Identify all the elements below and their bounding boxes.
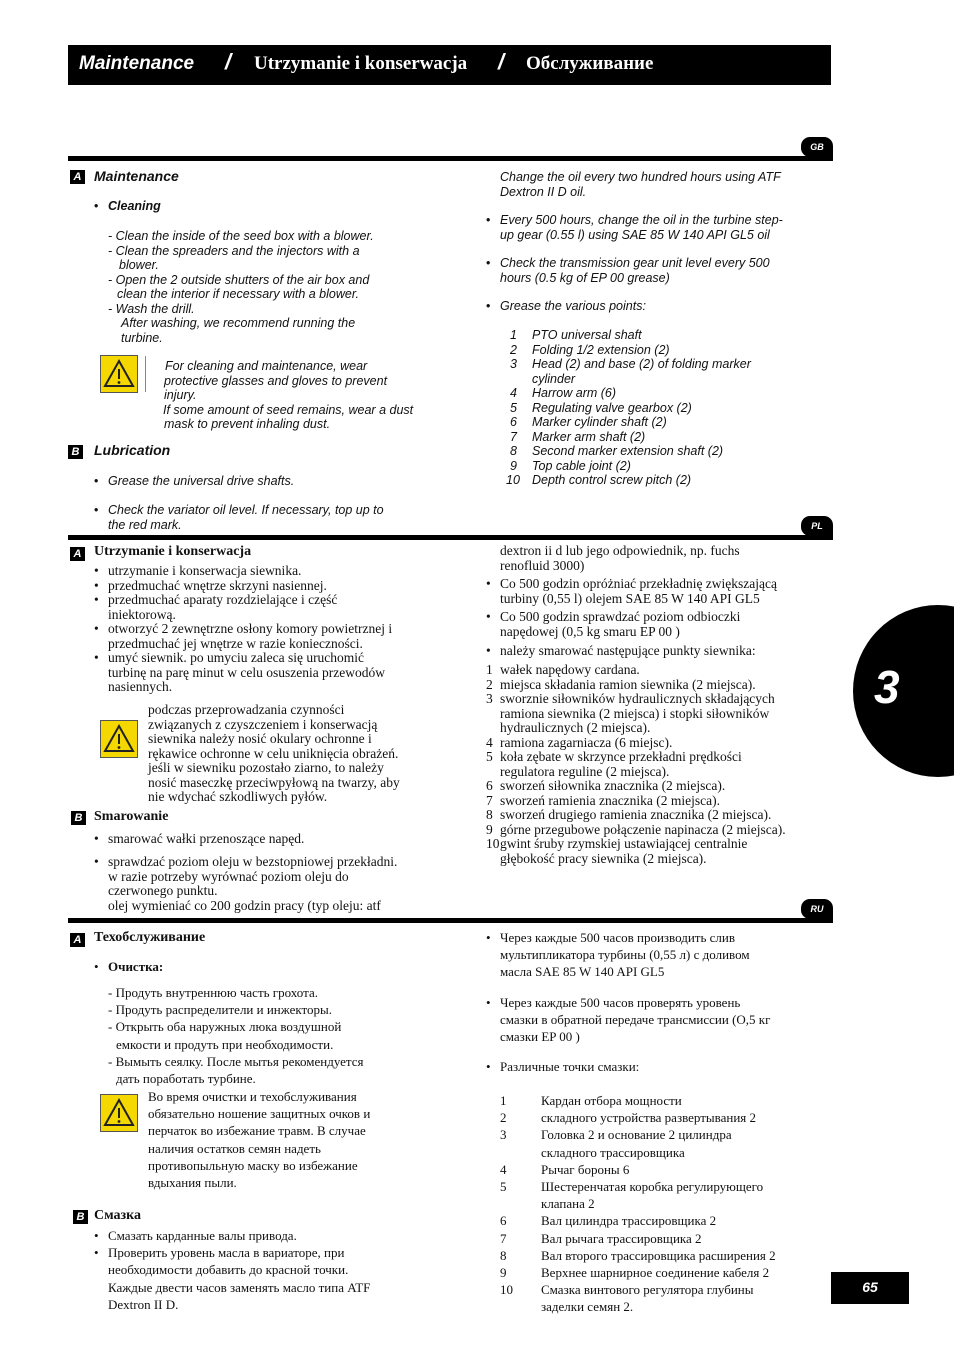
language-badge-ru: RU <box>801 899 833 919</box>
list-item <box>500 1212 776 1229</box>
text-line: емкости и продуть при необходимости. <box>116 1036 334 1052</box>
bullet: • <box>486 1059 491 1074</box>
text-line: Check the variator oil level. If necessary, top up to <box>108 503 384 517</box>
item-text: przedmuchać jej wnętrze w razie konieczności. <box>108 635 363 651</box>
warning-icon <box>100 1094 138 1132</box>
gb-warning-text <box>163 359 413 432</box>
item-text: sworzeń ramienia znacznika (2 miejsca). <box>500 792 721 808</box>
letter-box-a: A <box>70 170 85 184</box>
list-item <box>500 1161 776 1178</box>
item-number: 2 <box>486 676 493 692</box>
item-number: 1 <box>510 328 517 342</box>
ru-cleaning-heading: Очистка: <box>108 959 164 974</box>
list-item <box>94 1279 370 1296</box>
item-text: koła zębate w skrzynce przekładni prędkości <box>500 749 742 764</box>
list-item <box>500 401 751 416</box>
item-text: складного устройства развертывания 2 <box>541 1110 757 1126</box>
header-title-ru: Обслуживание <box>526 53 654 74</box>
ru-lub-list <box>94 1227 370 1313</box>
item-number: 10 <box>500 1282 513 1298</box>
bullet: • <box>486 995 491 1010</box>
ru-right-item <box>486 929 750 981</box>
text-line: rękawice ochronne w celu uniknięcia obrażeń. <box>148 745 399 761</box>
bullet: • <box>94 1245 99 1261</box>
item-number: 6 <box>486 778 493 793</box>
gb-right-item <box>500 213 783 242</box>
list-item <box>486 750 786 765</box>
item-number: 5 <box>510 400 517 415</box>
item-text: przedmuchać aparaty rozdzielające i część <box>108 592 338 607</box>
gb-lubrication-heading: Lubrication <box>94 442 171 458</box>
bullet: • <box>486 643 491 658</box>
gb-right-item <box>500 299 646 314</box>
item-text: utrzymanie i konserwacja siewnika. <box>108 563 302 578</box>
text-line: - Открыть оба наружных люка воздушной <box>108 1019 342 1035</box>
item-text: przedmuchać wnętrze skrzyni nasiennej. <box>108 577 327 593</box>
ru-right-item <box>486 994 770 1046</box>
letter-box-a: A <box>70 933 85 947</box>
item-text: Dextron II D. <box>108 1296 179 1312</box>
item-text: Вал рычага трассировщика 2 <box>541 1230 702 1246</box>
item-text: Смазка винтового регулятора глубины <box>541 1282 754 1298</box>
text-line: Во время очистки и техобслуживания <box>148 1089 357 1104</box>
section-rule-ru <box>68 918 833 923</box>
list-item <box>500 1230 776 1247</box>
text-line: clean the interior if necessary with a blower. <box>117 287 360 301</box>
text-line: podczas przeprowadzania czynności <box>148 702 345 717</box>
text-line: - Clean the inside of the seed box with a blower. <box>108 229 374 243</box>
item-text: czerwonego punktu. <box>108 883 218 898</box>
list-item <box>486 823 786 838</box>
list-item <box>500 357 751 372</box>
pl-lub-item <box>94 832 304 847</box>
item-number: 9 <box>500 1265 507 1281</box>
item-text: Regulating valve gearbox (2) <box>532 400 692 415</box>
text-line: związanych z czyszczeniem i konserwacją <box>148 716 378 732</box>
text-line: jeśli w siewniku pozostało ziarno, to należy <box>148 760 384 775</box>
list-item <box>500 1126 776 1143</box>
item-text: sworznie siłowników hydraulicznych składających <box>500 691 775 706</box>
bullet: • <box>486 609 491 624</box>
list-item <box>500 473 751 488</box>
item-text: Через каждые 500 часов производить слив <box>500 930 735 945</box>
warning-icon <box>100 355 138 393</box>
list-item <box>500 1195 776 1212</box>
item-text: sprawdzać poziom oleju w bezstopniowej przekładni. <box>108 854 398 869</box>
item-text: смазки в обратной передаче трансмиссии (О,5 кг <box>500 1012 771 1028</box>
list-item <box>94 608 392 623</box>
text-line: - Open the 2 outside shutters of the air box and <box>108 272 370 287</box>
item-text: sworzeń drugiego ramienia znacznika (2 miejsca). <box>500 807 772 822</box>
list-item <box>94 666 392 681</box>
list-item <box>486 678 786 693</box>
item-text: nasiennych. <box>108 679 173 694</box>
list-item <box>500 386 751 401</box>
header-separator: / <box>498 49 505 74</box>
item-text: Шестеренчатая коробка регулирующего <box>541 1179 764 1195</box>
item-number: 2 <box>500 1110 507 1126</box>
list-item <box>94 579 392 594</box>
list-item <box>486 663 786 678</box>
text-line: the red mark. <box>108 517 182 532</box>
text-line: Grease the various points: <box>500 299 646 313</box>
bullet: • <box>94 650 99 665</box>
ru-warning-text <box>148 1088 370 1191</box>
list-item <box>500 1298 776 1315</box>
list-item <box>486 779 786 794</box>
list-item <box>486 765 786 780</box>
text-line: - Продуть внутреннюю часть грохота. <box>108 985 318 1000</box>
text-line: If some amount of seed remains, wear a dust <box>163 402 414 417</box>
letter-box-b: B <box>73 1210 88 1224</box>
gb-lub-item <box>108 474 294 489</box>
item-text: Верхнее шарнирное соединение кабеля 2 <box>541 1265 770 1281</box>
item-text: мультипликатора турбины (0,55 л) с доливом <box>500 947 750 963</box>
text-line: Grease the universal drive shafts. <box>108 474 295 488</box>
item-text: cylinder <box>532 371 576 386</box>
text-line: Change the oil every two hundred hours using ATF <box>500 170 781 184</box>
item-number: 2 <box>510 342 517 357</box>
list-item <box>94 680 392 695</box>
item-number: 7 <box>500 1230 507 1246</box>
pl-grease-points-list <box>486 663 786 866</box>
item-text: miejsca składania ramion siewnika (2 miejsca). <box>500 676 756 692</box>
warning-icon <box>100 720 138 758</box>
pl-maintenance-heading: Utrzymanie i konserwacja <box>94 544 252 559</box>
list-item <box>500 1144 776 1161</box>
list-item <box>486 707 786 722</box>
bullet: • <box>486 256 491 270</box>
item-number: 3 <box>500 1127 507 1143</box>
gb-right-item <box>500 256 770 285</box>
ru-maintenance-heading: Техобслуживание <box>94 930 206 945</box>
text-line: - Продуть распределители и инжекторы. <box>108 1002 332 1018</box>
item-text: hydraulicznych (2 miejsca). <box>500 720 651 735</box>
item-text: Различные точки смазки: <box>500 1059 640 1074</box>
header-title-gb: Maintenance <box>79 53 195 74</box>
warning-triangle-icon <box>101 1095 137 1131</box>
list-item <box>500 1264 776 1281</box>
bullet: • <box>486 576 491 591</box>
bullet: • <box>94 563 99 578</box>
list-item <box>500 1247 776 1264</box>
item-text: umyć siewnik. po umyciu zaleca się uruchomić <box>108 650 365 665</box>
bullet: • <box>94 621 99 636</box>
item-text: PTO universal shaft <box>532 328 642 342</box>
item-text: Co 500 godzin sprawdzać poziom odbioczki <box>500 609 741 624</box>
item-text: Harrow arm (6) <box>532 386 617 400</box>
bullet: • <box>94 959 99 974</box>
item-text: turbinę na parę minut w celu osuszenia przewodów <box>108 664 386 680</box>
item-text: w razie potrzeby wyrównać poziom oleju do <box>108 868 349 884</box>
item-text: Depth control screw pitch (2) <box>532 473 692 487</box>
list-item <box>486 808 786 823</box>
item-text: otworzyć 2 zewnętrzne osłony komory powietrznej i <box>108 621 393 636</box>
list-item <box>500 459 751 474</box>
item-text: wałek napędowy cardana. <box>500 662 640 677</box>
item-number: 6 <box>510 415 517 429</box>
ru-grease-points-list <box>500 1092 776 1316</box>
item-number: 6 <box>500 1213 507 1229</box>
item-text: Через каждые 500 часов проверять уровень <box>500 995 741 1010</box>
item-text: regulatora reguline (2 miejsca). <box>500 763 670 779</box>
list-item <box>500 1109 776 1126</box>
list-item <box>94 1261 370 1278</box>
item-text: Головка 2 и основание 2 цилиндра <box>541 1127 732 1143</box>
text-line: наличия остатков семян надеть <box>148 1140 321 1156</box>
bullet: • <box>94 474 99 488</box>
list-item <box>94 637 392 652</box>
text-line: Dextron II D oil. <box>500 184 587 199</box>
item-text: ramiona zagarniacza (6 miejsc). <box>500 734 673 750</box>
item-number: 4 <box>486 734 493 750</box>
text-line: перчаток во избежание травм. В случае <box>148 1123 366 1139</box>
item-text: Co 500 godzin opróżniać przekładnię zwiększającą <box>500 576 778 591</box>
pl-lub-item <box>94 855 397 913</box>
list-item <box>94 564 392 579</box>
text-line: After washing, we recommend running the <box>121 316 356 330</box>
item-text: Рычаг бороны 6 <box>541 1161 630 1177</box>
header-separator: / <box>225 49 232 74</box>
item-text: górne przegubowe połączenie napinacza (2 miejsca). <box>500 821 786 837</box>
item-text: Top cable joint (2) <box>532 458 631 473</box>
list-item <box>500 343 751 358</box>
text-line: up gear (0.55 l) using SAE 85 W 140 API GL5 oil <box>500 227 770 242</box>
text-line: nosić maseczkę przeciwpyłową na twarzy, aby <box>148 774 400 790</box>
text-line: dextron ii d lub jego odpowiednik, np. fuchs <box>500 543 740 558</box>
item-number: 3 <box>486 691 493 706</box>
gb-grease-points-list <box>500 328 751 488</box>
list-item <box>486 692 786 707</box>
list-item <box>94 622 392 637</box>
bullet: • <box>94 1228 99 1243</box>
item-number: 9 <box>510 458 517 473</box>
warning-divider <box>145 356 146 392</box>
pl-right-item <box>486 644 756 659</box>
item-number: 8 <box>510 444 517 458</box>
item-text: Каждые двести часов заменять масло типа ATF <box>108 1279 371 1295</box>
list-item <box>500 372 751 387</box>
bullet: • <box>486 213 491 227</box>
text-line: - Wash the drill. <box>108 301 195 316</box>
item-text: turbiny (0,55 l) olejem SAE 85 W 140 API GL5 <box>500 590 760 606</box>
section-rule-gb <box>68 156 833 161</box>
item-text: Вал цилиндра трассировщика 2 <box>541 1213 717 1229</box>
bullet: • <box>486 930 491 945</box>
text-line: обязательно ношение защитных очков и <box>148 1106 371 1122</box>
item-text: sworzeń siłownika znacznika (2 miejsca). <box>500 778 726 793</box>
item-text: Marker cylinder shaft (2) <box>532 415 667 429</box>
list-item <box>500 1178 776 1195</box>
letter-box-b: B <box>71 811 86 825</box>
warning-triangle-icon <box>101 356 137 392</box>
pl-right-item <box>486 610 740 639</box>
item-text: należy smarować następujące punkty siewnika: <box>500 643 756 658</box>
gb-lub-item <box>108 503 384 532</box>
item-number: 9 <box>486 821 493 837</box>
list-item <box>500 328 751 343</box>
text-line: nie wdychać szkodliwych pyłów. <box>148 789 328 804</box>
gb-maintenance-heading: Maintenance <box>94 168 179 184</box>
header-title-pl: Utrzymanie i konserwacja <box>254 53 468 74</box>
item-text: Head (2) and base (2) of folding marker <box>532 357 751 371</box>
list-item <box>500 415 751 430</box>
bullet: • <box>94 592 99 607</box>
item-number: 5 <box>486 749 493 764</box>
pl-maintenance-list <box>94 564 392 695</box>
language-badge-gb: GB <box>801 137 833 157</box>
item-number: 1 <box>486 662 493 677</box>
list-item <box>486 721 786 736</box>
page-header <box>68 45 831 85</box>
text-line: renofluid 3000) <box>500 557 585 573</box>
item-text: Second marker extension shaft (2) <box>532 444 724 458</box>
list-item <box>500 1092 776 1109</box>
list-item <box>94 1244 370 1261</box>
pl-oil-text <box>500 544 740 573</box>
item-text: ramiona siewnika (2 miejsca) i stopki siłowników <box>500 705 770 721</box>
list-item <box>94 1227 370 1244</box>
list-item <box>500 1281 776 1298</box>
pl-right-item <box>486 577 777 606</box>
item-number: 8 <box>500 1247 507 1263</box>
item-text: складного трассировщика <box>541 1144 685 1160</box>
item-number: 8 <box>486 807 493 822</box>
pl-lubrication-heading: Smarowanie <box>94 809 169 824</box>
item-number: 1 <box>500 1093 507 1108</box>
text-line: - Clean the spreaders and the injectors with a <box>108 243 360 258</box>
text-line: Every 500 hours, change the oil in the turbine step- <box>500 213 783 227</box>
gb-cleaning-steps <box>108 229 374 345</box>
item-text: głębokość pracy siewnika (2 miejsca). <box>500 850 707 866</box>
text-line: дать поработать турбине. <box>116 1071 256 1087</box>
bullet: • <box>486 299 491 313</box>
page-number: 65 <box>831 1272 909 1304</box>
item-number: 7 <box>510 429 517 444</box>
text-line: Check the transmission gear unit level every 500 <box>500 256 770 270</box>
item-text: Folding 1/2 extension (2) <box>532 342 670 357</box>
item-text: Кардан отбора мощности <box>541 1093 682 1108</box>
item-number: 4 <box>500 1161 507 1177</box>
item-text: iniektorową. <box>108 606 176 622</box>
list-item <box>500 430 751 445</box>
text-line: hours (0.5 kg of EP 00 grease) <box>500 270 670 285</box>
text-line: For cleaning and maintenance, wear <box>165 359 368 373</box>
item-text: gwint śruby rzymskiej ustawiającej centralnie <box>500 836 748 851</box>
chapter-tab <box>853 605 954 777</box>
text-line: injury. <box>164 388 197 402</box>
list-item <box>486 794 786 809</box>
item-text: napędowej (0,5 kg smaru EP 00 ) <box>500 623 680 639</box>
text-line: siewnika należy nosić okulary ochronne i <box>148 731 372 746</box>
item-number: 4 <box>510 386 517 400</box>
letter-box-a: A <box>70 547 85 561</box>
item-text: olej wymieniać co 200 godzin pracy (typ oleju: atf <box>108 897 381 913</box>
chapter-number: 3 <box>874 661 900 713</box>
list-item <box>500 444 751 459</box>
ru-lubrication-heading: Смазка <box>94 1208 142 1223</box>
item-number: 10 <box>506 473 520 487</box>
text-line: turbine. <box>121 330 163 345</box>
item-text: smarować wałki przenoszące napęd. <box>108 831 305 846</box>
bullet: • <box>94 503 99 517</box>
item-text: Смазать карданные валы привода. <box>108 1228 297 1243</box>
pl-warning-text <box>148 703 400 805</box>
text-line: - Вымыть сеялку. После мытья рекомендуется <box>108 1053 364 1069</box>
item-number: 3 <box>510 357 517 371</box>
item-text: клапана 2 <box>541 1196 595 1212</box>
bullet: • <box>94 831 99 846</box>
list-item <box>94 1296 370 1313</box>
list-item <box>94 651 392 666</box>
ru-right-item <box>486 1058 639 1075</box>
item-number: 10 <box>486 836 500 851</box>
item-number: 7 <box>486 792 493 808</box>
text-line: противопыльную маску во избежание <box>148 1157 358 1173</box>
bullet: • <box>94 577 99 593</box>
gb-cleaning-heading: Cleaning <box>108 199 161 213</box>
ru-cleaning-steps <box>108 984 364 1087</box>
item-text: Проверить уровень масла в вариаторе, при <box>108 1245 345 1261</box>
item-text: смазки EP 00 ) <box>500 1029 580 1045</box>
bullet: • <box>94 854 99 869</box>
section-rule-pl <box>68 535 833 540</box>
warning-triangle-icon <box>101 721 137 757</box>
text-line: вдыхания пыли. <box>148 1175 237 1191</box>
letter-box-b: B <box>68 445 83 459</box>
item-text: заделки семян 2. <box>541 1299 634 1315</box>
item-text: Вал второго трассировщика расширения 2 <box>541 1247 776 1263</box>
list-item <box>486 837 786 852</box>
item-text: масла SAE 85 W 140 API GL5 <box>500 964 665 980</box>
item-number: 5 <box>500 1179 507 1195</box>
item-text: необходимости добавить до красной точки. <box>108 1262 349 1278</box>
bullet: • <box>94 199 99 213</box>
list-item <box>94 593 392 608</box>
language-badge-pl: PL <box>801 516 833 536</box>
gb-oil-change-text <box>500 170 781 199</box>
text-line: protective glasses and gloves to prevent <box>164 373 388 388</box>
text-line: mask to prevent inhaling dust. <box>164 417 331 431</box>
item-text: Marker arm shaft (2) <box>532 429 646 444</box>
list-item <box>486 852 786 867</box>
list-item <box>486 736 786 751</box>
text-line: blower. <box>119 258 159 272</box>
